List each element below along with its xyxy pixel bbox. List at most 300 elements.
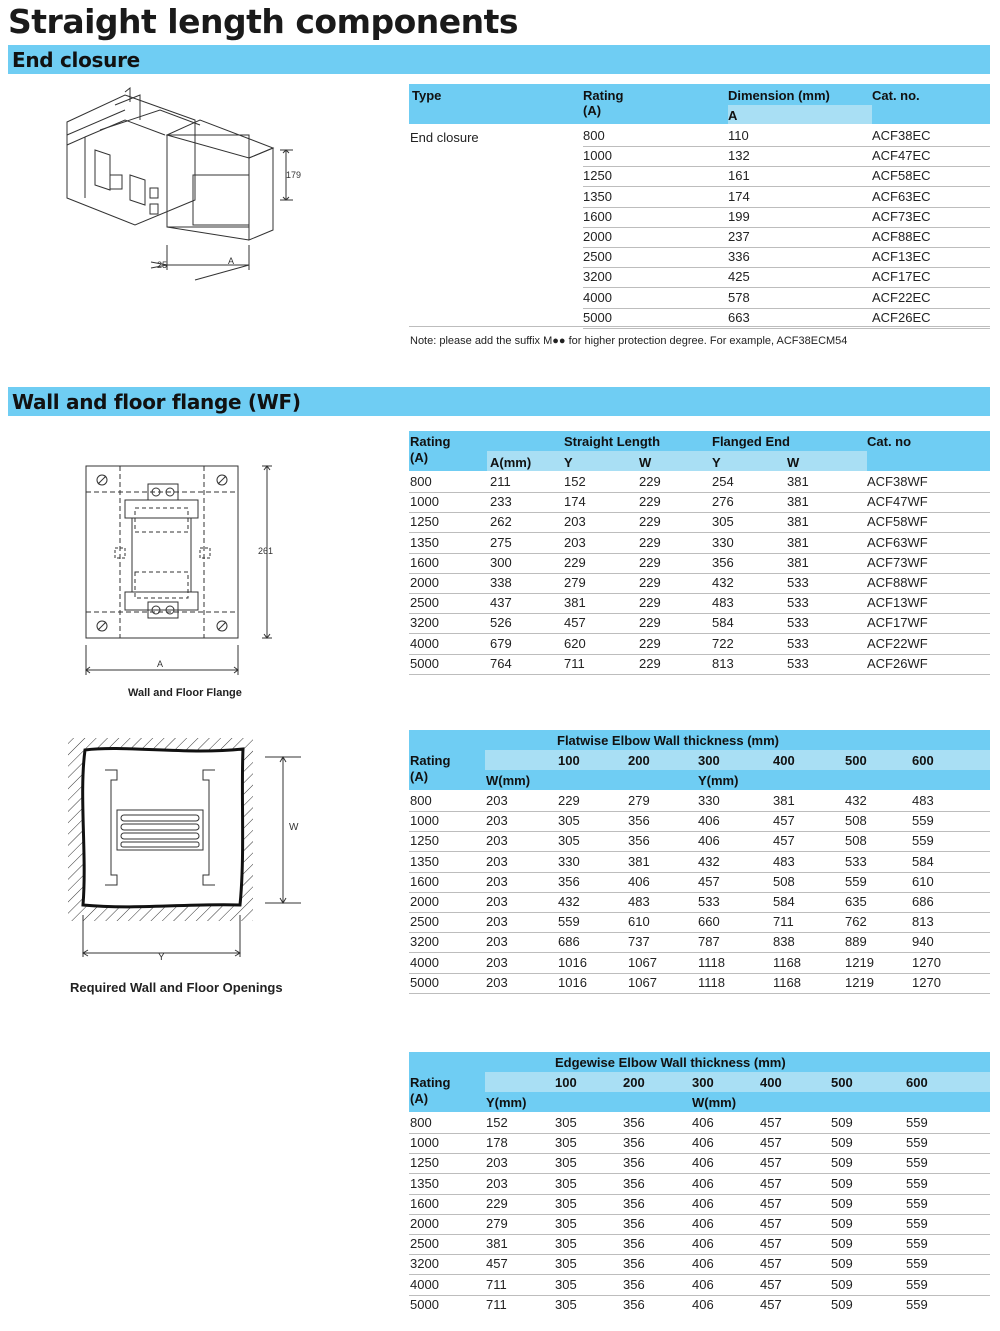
row-divider <box>409 872 990 873</box>
table-cell: 229 <box>639 615 661 631</box>
table-cell: 457 <box>760 1175 782 1191</box>
table-cell: 178 <box>486 1135 508 1151</box>
table-subheader-bg <box>487 451 867 471</box>
table-cell: 509 <box>831 1135 853 1151</box>
table-cell: 1168 <box>773 954 801 970</box>
table-cell: 457 <box>486 1256 508 1272</box>
header-y-straight: Y <box>564 455 573 470</box>
table-cell: 406 <box>698 833 720 849</box>
table-cell: 305 <box>558 833 580 849</box>
table-cell: 5000 <box>410 974 439 990</box>
table-cell: 305 <box>555 1115 577 1130</box>
header-thickness: 300 <box>692 1075 714 1090</box>
diagram-label-261: 261 <box>258 546 274 556</box>
header-thickness: 600 <box>912 753 934 768</box>
table-cell: 203 <box>564 534 586 550</box>
table-cell: 889 <box>845 934 867 950</box>
row-divider <box>409 851 990 852</box>
table-cell: 1270 <box>912 974 941 990</box>
table-cell: 381 <box>787 474 809 489</box>
table-cell: ACF17EC <box>872 269 931 285</box>
table-cell: 279 <box>564 575 586 590</box>
header-title: Flatwise Elbow Wall thickness (mm) <box>557 733 780 748</box>
table-cell: 406 <box>692 1115 714 1130</box>
table-cell: 432 <box>558 894 580 909</box>
row-divider <box>409 532 990 533</box>
table-cell: 356 <box>623 1115 645 1130</box>
table-cell: 356 <box>623 1155 645 1171</box>
table-cell: 457 <box>773 833 795 849</box>
table-cell: ACF13EC <box>872 249 931 265</box>
section-header-end-closure <box>8 45 990 74</box>
row-divider <box>583 287 990 288</box>
table-cell: 406 <box>692 1155 714 1171</box>
table-cell: 1250 <box>410 833 439 849</box>
table-cell: 406 <box>692 1236 714 1252</box>
table-cell: 229 <box>639 514 661 530</box>
table-cell: 305 <box>555 1256 577 1272</box>
header-flanged-end: Flanged End <box>712 434 790 449</box>
table-cell: 110 <box>728 128 749 143</box>
table-cell: 305 <box>555 1296 577 1312</box>
table-cell: 1600 <box>410 554 439 570</box>
row-divider <box>583 186 990 187</box>
table-cell: 229 <box>639 474 661 489</box>
table-cell: 229 <box>639 635 661 651</box>
table-cell: 533 <box>845 853 867 869</box>
table-cell: 737 <box>628 934 650 950</box>
table-cell: 584 <box>773 894 795 909</box>
table-cell: 1016 <box>558 974 587 990</box>
table-cell: 406 <box>628 873 650 889</box>
header-thickness: 400 <box>773 753 795 768</box>
table-cell: 660 <box>698 914 720 930</box>
table-cell: ACF88EC <box>872 229 931 244</box>
header-thickness: 600 <box>906 1075 928 1090</box>
table-cell: 610 <box>628 914 650 930</box>
table-cell: 578 <box>728 289 750 305</box>
table-cell: 356 <box>628 813 650 829</box>
header-w: W(mm) <box>692 1095 737 1110</box>
table-cell: 800 <box>410 1115 432 1130</box>
header-y: Y(mm) <box>698 773 739 788</box>
section-header-wall-floor <box>8 387 990 416</box>
table-cell: 356 <box>623 1296 645 1312</box>
header-y: Y(mm) <box>486 1095 527 1110</box>
header-dim-a: A <box>728 108 738 123</box>
table-cell: 509 <box>831 1236 853 1252</box>
table-cell: 711 <box>486 1296 507 1312</box>
row-divider <box>409 1173 990 1174</box>
header-straight-length: Straight Length <box>564 434 661 449</box>
row-divider <box>409 593 990 594</box>
table-cell: 559 <box>906 1135 928 1151</box>
diagram-label-w: W <box>289 822 299 833</box>
table-cell: 356 <box>623 1216 645 1231</box>
header-a: A(mm) <box>490 455 532 470</box>
header-rating: Rating <box>410 434 451 449</box>
table-cell: 509 <box>831 1155 853 1171</box>
row-divider <box>409 973 990 974</box>
table-cell: 211 <box>490 474 511 489</box>
table-cell: 483 <box>773 853 795 869</box>
table-cell: 279 <box>486 1216 508 1231</box>
table-cell: 356 <box>623 1195 645 1211</box>
table-cell: ACF63EC <box>872 188 931 204</box>
row-divider <box>409 326 990 327</box>
header-rating-unit: (A) <box>410 450 429 465</box>
diagram-label-a: A <box>228 256 235 266</box>
header-w-straight: W <box>639 455 652 470</box>
table-cell: ACF58WF <box>867 514 928 530</box>
table-cell: 533 <box>787 615 809 631</box>
diagram-label-179: 179 <box>286 170 302 180</box>
header-rating: Rating <box>583 88 624 103</box>
table-cell: 457 <box>760 1216 782 1231</box>
table-cell: 457 <box>760 1135 782 1151</box>
table-cell: ACF73WF <box>867 554 928 570</box>
table-cell: 559 <box>906 1155 928 1171</box>
table-cell: 233 <box>490 494 512 510</box>
table-cell: 3200 <box>410 615 439 631</box>
table-cell: 406 <box>692 1175 714 1191</box>
table-cell: 199 <box>728 208 750 224</box>
table-cell: 203 <box>564 514 586 530</box>
table-cell: 686 <box>912 894 934 909</box>
table-cell: ACF47EC <box>872 148 931 164</box>
table-cell: 533 <box>787 595 809 611</box>
row-divider <box>409 1214 990 1215</box>
table-cell: 533 <box>787 635 809 651</box>
table-cell: 356 <box>558 873 580 889</box>
table-cell: 457 <box>760 1276 782 1292</box>
table-cell: 457 <box>564 615 586 631</box>
header-rating: Rating <box>410 753 451 768</box>
row-divider <box>409 1274 990 1275</box>
table-cell: 276 <box>712 494 734 510</box>
header-cat: Cat. no <box>867 434 912 449</box>
row-divider <box>583 267 990 268</box>
row-divider <box>409 952 990 953</box>
table-cell: 5000 <box>410 1296 439 1312</box>
table-cell: 1118 <box>698 954 725 970</box>
table-cell: 457 <box>760 1256 782 1272</box>
table-cell: 457 <box>760 1115 782 1130</box>
table-cell: ACF38EC <box>872 128 931 143</box>
table-cell: 4000 <box>410 954 439 970</box>
table-cell: 1067 <box>628 974 657 990</box>
table-cell: 305 <box>555 1236 577 1252</box>
row-divider <box>583 166 990 167</box>
table-cell: 813 <box>712 655 734 671</box>
table-cell: ACF63WF <box>867 534 928 550</box>
table-cell: ACF17WF <box>867 615 928 631</box>
table-cell: 406 <box>692 1216 714 1231</box>
table-cell: 330 <box>698 793 720 808</box>
table-cell: 406 <box>692 1195 714 1211</box>
table-cell: 203 <box>486 934 508 950</box>
table-cell: 432 <box>845 793 867 808</box>
table-cell: 509 <box>831 1195 853 1211</box>
table-cell: 305 <box>712 514 734 530</box>
table-cell: 356 <box>623 1135 645 1151</box>
table-cell: 305 <box>555 1195 577 1211</box>
table-cell: 381 <box>486 1236 508 1252</box>
table-cell: 2500 <box>410 1236 439 1252</box>
row-divider <box>409 553 990 554</box>
row-divider <box>409 674 990 675</box>
table-cell: 305 <box>558 813 580 829</box>
header-thickness: 200 <box>623 1075 645 1090</box>
table-cell: 1350 <box>410 1175 439 1191</box>
table-cell: 338 <box>490 575 512 590</box>
table-cell: 559 <box>906 1175 928 1191</box>
table-cell: 509 <box>831 1175 853 1191</box>
header-thickness: 100 <box>555 1075 577 1090</box>
table-cell: 406 <box>698 813 720 829</box>
table-cell: 381 <box>787 494 809 510</box>
table-cell: ACF26WF <box>867 655 928 671</box>
table-cell: 3200 <box>410 934 439 950</box>
table-cell: 559 <box>845 873 867 889</box>
table-cell: 203 <box>486 853 508 869</box>
table-cell: 457 <box>760 1195 782 1211</box>
table-cell: 203 <box>486 793 508 808</box>
table-cell: 305 <box>555 1175 577 1191</box>
table-cell: 1350 <box>583 188 612 204</box>
table-cell: 940 <box>912 934 934 950</box>
table-cell: 711 <box>773 914 794 930</box>
table-cell: 229 <box>639 534 661 550</box>
row-divider <box>583 328 990 329</box>
header-thickness: 200 <box>628 753 650 768</box>
table-cell: 813 <box>912 914 934 930</box>
table-cell: 483 <box>628 894 650 909</box>
table-cell: 425 <box>728 269 750 285</box>
table-cell: 4000 <box>410 1276 439 1292</box>
table-cell: 483 <box>712 595 734 611</box>
table-cell: 584 <box>912 853 934 869</box>
row-divider <box>409 932 990 933</box>
wall-flange-diagram <box>80 460 280 685</box>
row-divider <box>409 1194 990 1195</box>
table-cell: 229 <box>639 575 661 590</box>
table-cell: 203 <box>486 914 508 930</box>
row-divider <box>409 912 990 913</box>
end-closure-note: Note: please add the suffix M●● for higher protection degree. For example, ACF38ECM54 <box>410 335 848 347</box>
table-cell: 508 <box>845 813 867 829</box>
table-cell: 584 <box>712 615 734 631</box>
table-cell: 559 <box>906 1115 928 1130</box>
row-divider <box>409 1133 990 1134</box>
header-cat: Cat. no. <box>872 88 920 103</box>
header-rating-unit: (A) <box>583 103 602 118</box>
row-divider <box>583 308 990 309</box>
table-cell: 406 <box>692 1256 714 1272</box>
table-cell: 1118 <box>698 974 725 990</box>
page-title: Straight length components <box>8 2 519 41</box>
table-cell: 406 <box>692 1276 714 1292</box>
table-cell: 4000 <box>583 289 612 305</box>
section-title: End closure <box>12 48 140 72</box>
table-cell: 279 <box>628 793 650 808</box>
table-cell: 800 <box>410 474 432 489</box>
table-cell: 203 <box>486 813 508 829</box>
table-cell: 1016 <box>558 954 587 970</box>
table-cell: 838 <box>773 934 795 950</box>
table-cell: 4000 <box>410 635 439 651</box>
table-cell: 203 <box>486 974 508 990</box>
table-cell: 483 <box>912 793 934 808</box>
header-title: Edgewise Elbow Wall thickness (mm) <box>555 1055 786 1070</box>
table-cell: 229 <box>486 1195 508 1211</box>
table-cell: 533 <box>787 655 809 671</box>
table-cell: ACF58EC <box>872 168 931 184</box>
table-cell: 432 <box>712 575 734 590</box>
row-divider <box>583 146 990 147</box>
table-cell: 762 <box>845 914 867 930</box>
table-cell: ACF13WF <box>867 595 928 611</box>
table-cell: 229 <box>639 595 661 611</box>
table-cell: 2000 <box>410 575 439 590</box>
table-cell: 1270 <box>912 954 941 970</box>
table-cell: 2500 <box>583 249 612 265</box>
table-cell: 508 <box>773 873 795 889</box>
table-cell: 559 <box>906 1195 928 1211</box>
table-cell: 203 <box>486 954 508 970</box>
row-divider <box>409 1254 990 1255</box>
table-cell: 2500 <box>410 914 439 930</box>
table-cell: 559 <box>906 1276 928 1292</box>
table-cell: 559 <box>912 833 934 849</box>
table-cell: 229 <box>639 655 661 671</box>
table-cell: 300 <box>490 554 512 570</box>
table-cell: 174 <box>728 188 750 204</box>
table-cell: 635 <box>845 894 867 909</box>
row-divider <box>409 831 990 832</box>
table-cell: 1600 <box>583 208 612 224</box>
table-cell: 381 <box>787 554 809 570</box>
table-cell: 275 <box>490 534 512 550</box>
header-type: Type <box>412 88 442 103</box>
table-cell: 406 <box>692 1296 714 1312</box>
table-cell: 1000 <box>410 813 439 829</box>
table-cell: 132 <box>728 148 750 164</box>
row-divider <box>583 227 990 228</box>
diagram-label-25: 25 <box>157 260 168 270</box>
table-cell: 800 <box>583 128 605 143</box>
row-divider <box>409 892 990 893</box>
header-w-flanged: W <box>787 455 800 470</box>
table-cell: 237 <box>728 229 750 244</box>
header-w: W(mm) <box>486 773 531 788</box>
table-cell: 1600 <box>410 873 439 889</box>
table-cell: 203 <box>486 1155 508 1171</box>
table-cell: 330 <box>712 534 734 550</box>
table-cell: 203 <box>486 1175 508 1191</box>
table-cell: 1350 <box>410 534 439 550</box>
table-cell: ACF88WF <box>867 575 928 590</box>
table-cell: 381 <box>628 853 650 869</box>
type-value: End closure <box>410 130 479 145</box>
table-cell: 1219 <box>845 974 874 990</box>
table-cell: 229 <box>564 554 586 570</box>
table-cell: 161 <box>728 168 750 184</box>
table-cell: 663 <box>728 309 750 325</box>
diagram-label-a: A <box>157 659 164 669</box>
table-cell: 1350 <box>410 853 439 869</box>
table-cell: 533 <box>787 575 809 590</box>
table-cell: 559 <box>558 914 580 930</box>
table-cell: 336 <box>728 249 750 265</box>
table-cell: 356 <box>712 554 734 570</box>
diagram-label-y: Y <box>158 952 165 963</box>
table-cell: ACF47WF <box>867 494 928 510</box>
table-cell: 509 <box>831 1276 853 1292</box>
table-cell: 174 <box>564 494 586 510</box>
table-cell: 305 <box>555 1216 577 1231</box>
table-cell: 526 <box>490 615 512 631</box>
table-cell: 356 <box>623 1175 645 1191</box>
table-cell: 432 <box>698 853 720 869</box>
row-divider <box>409 573 990 574</box>
table-cell: 559 <box>906 1216 928 1231</box>
table-cell: 457 <box>698 873 720 889</box>
table-cell: ACF26EC <box>872 309 931 325</box>
table-cell: ACF22EC <box>872 289 931 305</box>
header-thickness: 500 <box>845 753 867 768</box>
wall-opening-diagram <box>65 735 315 970</box>
table-cell: 509 <box>831 1115 853 1130</box>
table-cell: 229 <box>639 494 661 510</box>
table-cell: 800 <box>410 793 432 808</box>
table-cell: 262 <box>490 514 512 530</box>
wall-opening-caption: Required Wall and Floor Openings <box>70 980 283 995</box>
header-rating-unit: (A) <box>410 1091 429 1106</box>
row-divider <box>409 512 990 513</box>
table-cell: 3200 <box>583 269 612 285</box>
table-cell: 509 <box>831 1216 853 1231</box>
section-title: Wall and floor flange (WF) <box>12 390 301 414</box>
row-divider <box>409 1153 990 1154</box>
row-divider <box>409 613 990 614</box>
row-divider <box>583 207 990 208</box>
table-cell: 509 <box>831 1296 853 1312</box>
row-divider <box>409 1295 990 1296</box>
end-closure-diagram <box>55 80 315 290</box>
table-cell: 229 <box>558 793 580 808</box>
table-cell: 533 <box>698 894 720 909</box>
table-cell: 356 <box>623 1236 645 1252</box>
table-cell: 686 <box>558 934 580 950</box>
table-cell: 305 <box>555 1135 577 1151</box>
table-cell: 203 <box>486 833 508 849</box>
table-cell: 508 <box>845 833 867 849</box>
table-cell: 381 <box>787 514 809 530</box>
table-cell: 1250 <box>583 168 612 184</box>
table-cell: 679 <box>490 635 512 651</box>
header-rating-unit: (A) <box>410 769 429 784</box>
table-cell: 229 <box>639 554 661 570</box>
header-thickness: 100 <box>558 753 580 768</box>
table-cell: 1000 <box>410 1135 439 1151</box>
table-cell: 152 <box>486 1115 508 1130</box>
table-cell: 1000 <box>583 148 612 164</box>
table-cell: 1168 <box>773 974 801 990</box>
table-cell: 1219 <box>845 954 874 970</box>
table-subheader-bg <box>728 105 872 124</box>
table-cell: 254 <box>712 474 734 489</box>
